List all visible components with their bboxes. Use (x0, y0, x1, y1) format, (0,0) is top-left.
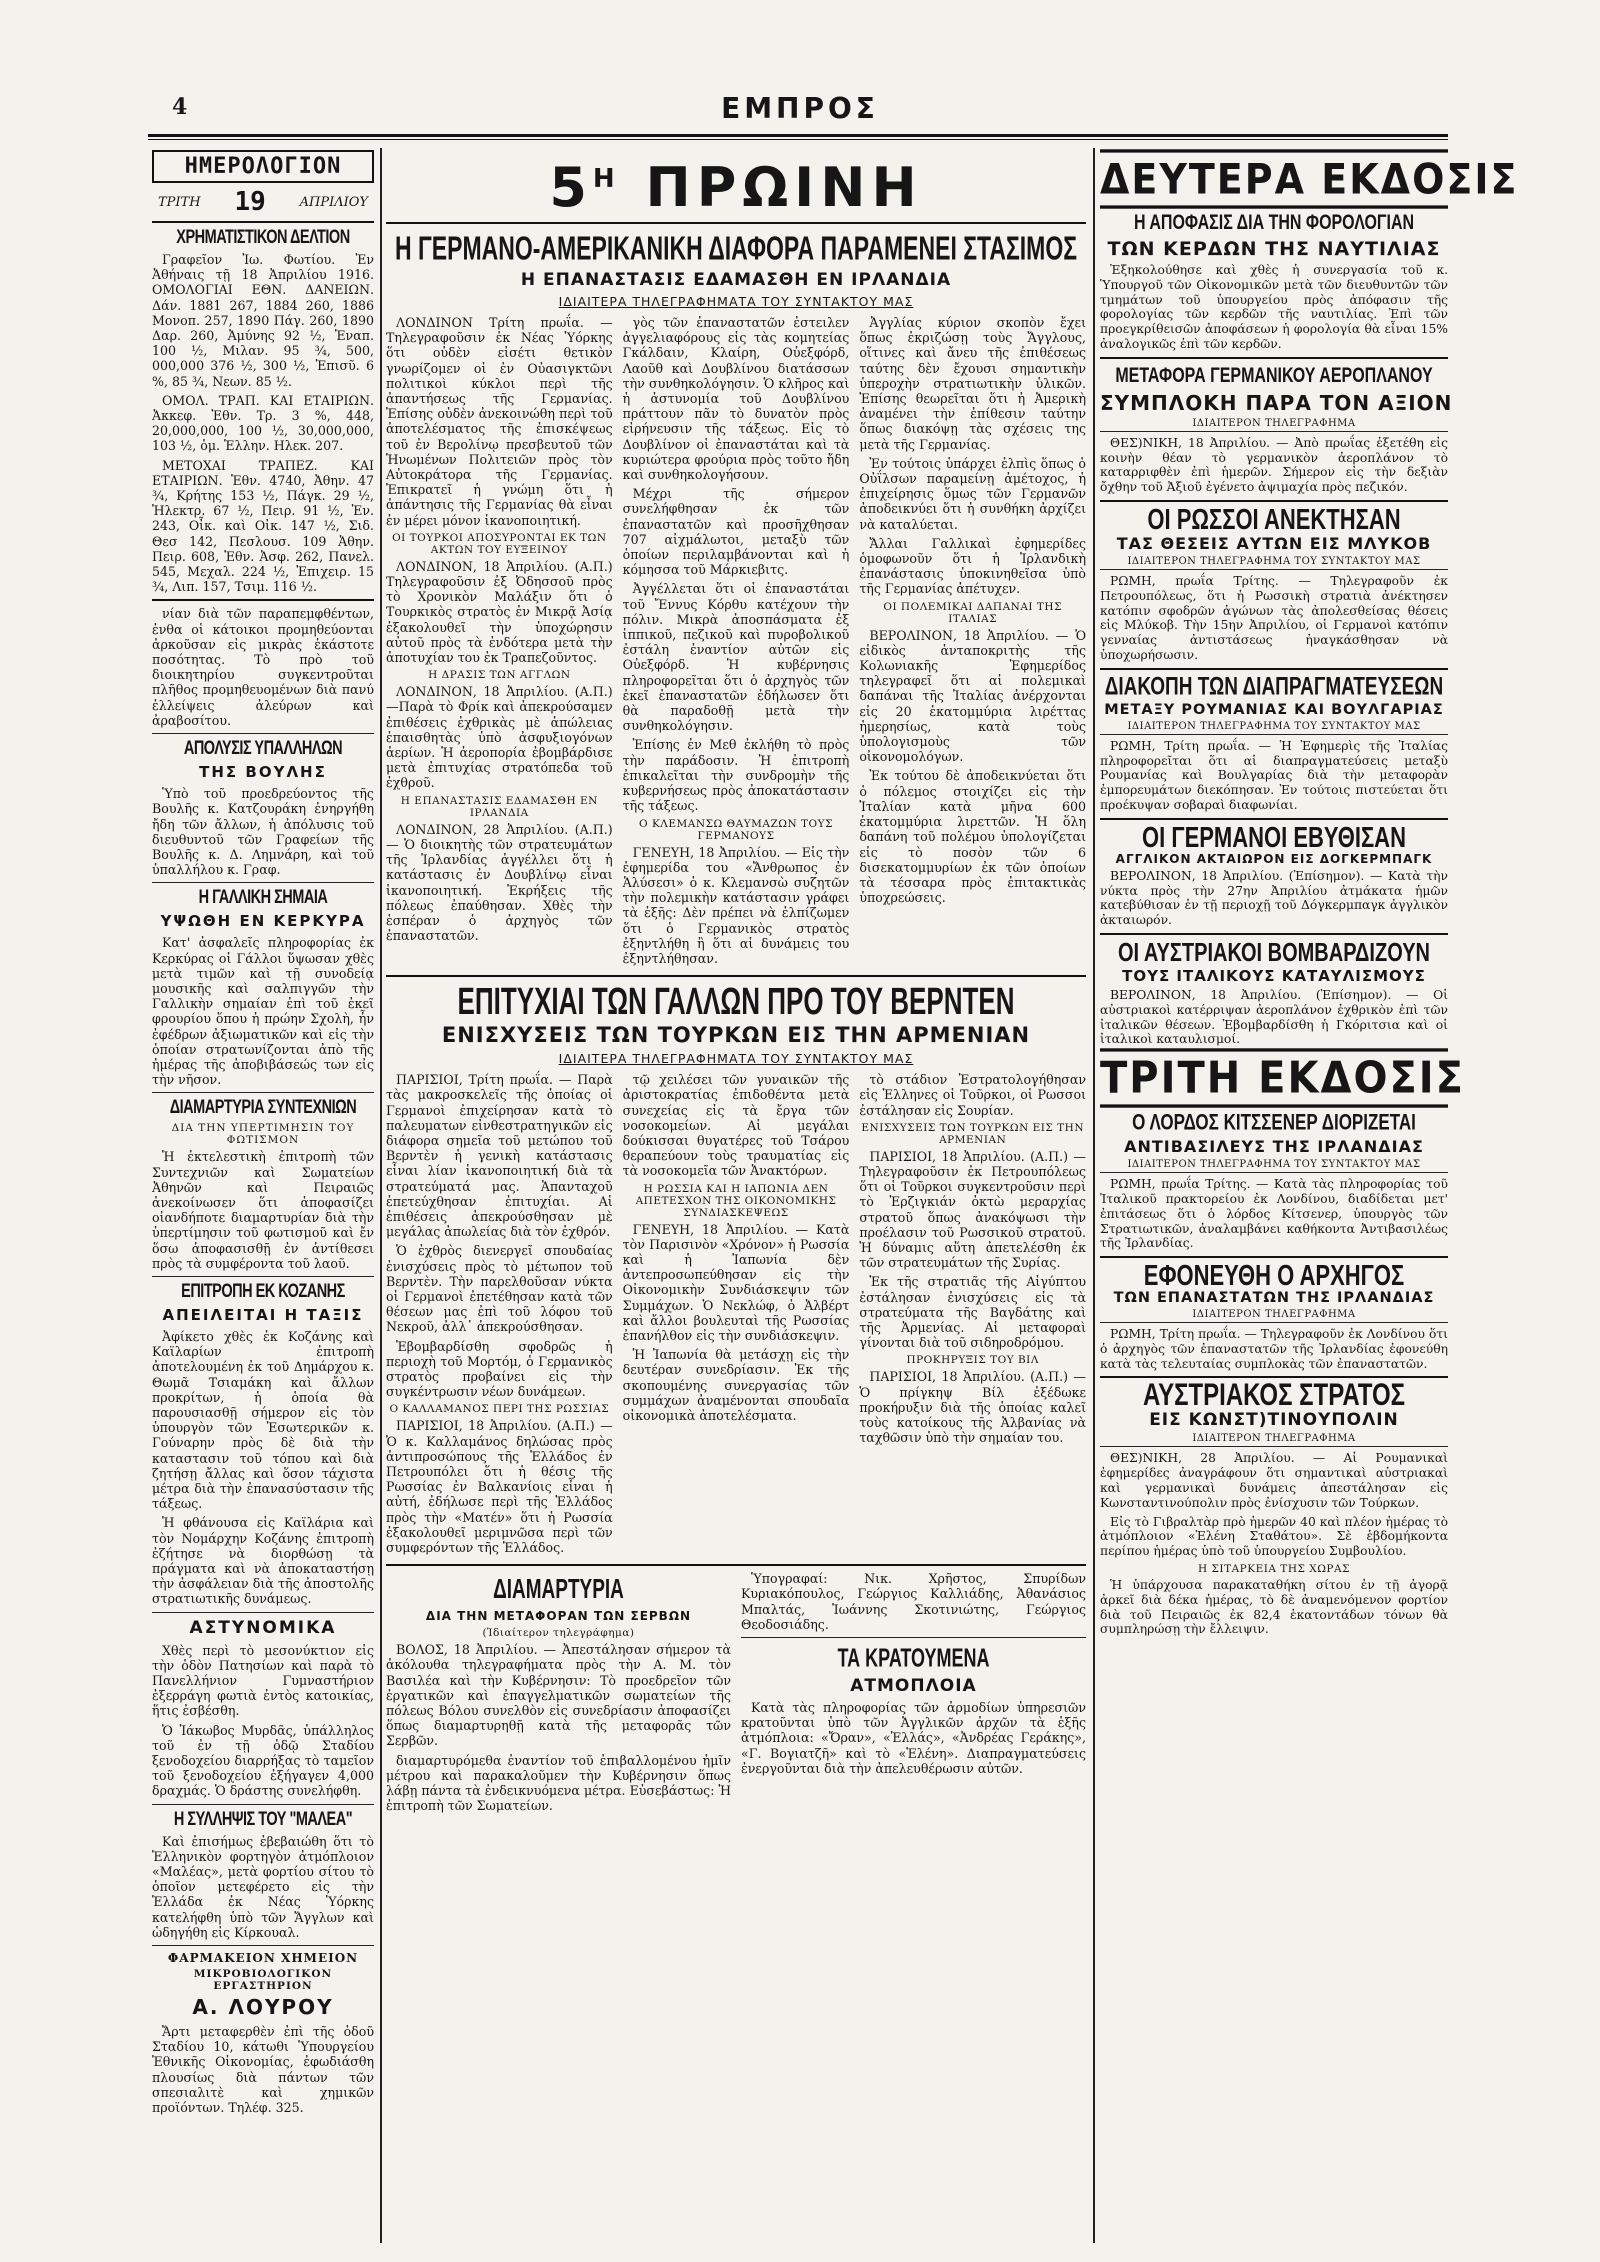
article-subheading: ΤΟΥΣ ΙΤΑΛΙΚΟΥΣ ΚΑΤΑΥΛΙΣΜΟΥΣ (1122, 966, 1426, 985)
column-divider (380, 148, 382, 2243)
article-text: Ὑπὸ τοῦ προεδρεύοντος τῆς Βουλῆς κ. Κατζουράκη ἐνηργήθη ἤδη τῶν ἄλλων, ἡ ἀπόλυσις τοῦ διευθυντοῦ τῶν Γραφείων τῆς Βουλῆς κ. Δ. Λημνάρη, καὶ τοῦ ὑπαλλήλου κ. Γραφ. (152, 786, 374, 878)
article-text: Ἡ ὑπάρχουσα παρακαταθήκη σίτου ἐν τῇ ἀγορᾷ ἀρκεῖ διὰ δέκα ἡμέρας, τὸ δὲ ἀναμενόμενον φορτίον διὰ τοῦ Πειραιῶς ἐκ 82,4 ἑκατοντάδων τόνων θὰ συμπληρώσῃ τὴν ἔλλειψιν. (1100, 1578, 1448, 1637)
article-text: ΠΑΡΙΣΙΟΙ, Τρίτη πρωΐα. — Παρὰ τὰς μακροσκελεῖς τῆς ὁποίας οἱ Γερμανοὶ ἐπιχείρησαν κατὰ τὸ παλευματων εἰνθεστρατηγικῶν εἰς διάφορα σημεῖα τοῦ μετώπου τοῦ Βερντὲν ἡ γενικὴ κατάστασις εἶναι λίαν ἱκανοποιητική διὰ τὰ στρατεύματά μας. Ἁπανταχοῦ ἐπετεύχθησαν ἐπιτυχίαι. Αἱ ἐπιθέσεις ἀπεκρούσθησαν μὲ μεγάλας ἀπωλείας διὰ τὸν ἐχθρόν. (386, 1072, 613, 1240)
diary-month: ΑΠΡΙΛΙΟΥ (299, 194, 368, 210)
second-edition-title: ΔΕΥΤΕΡΑ ΕΚΔΟΣΙΣ (1100, 149, 1448, 208)
section-caption: Ο ΚΑΛΛΑΜΑΝΟΣ ΠΕΡΙ ΤΗΣ ΡΩΣΣΙΑΣ (389, 1403, 610, 1416)
article-text: ΛΟΝΔΙΝΟΝ, 28 Ἀπριλίου. (Α.Π.) — Ὁ διοικητὴς τῶν στρατευμάτων τῆς Ἰρλανδίας ἀγγέλλει ὅτι ἡ κατάστασις ἐν Δουβλίνῳ εἶναι ἱκανοποιητική. Ἐκρήξεις τῆς πόλεως ἐπαύθησαν. Χθὲς τὴν ἑσπέραν ὁ ἀρχηγὸς τῶν ἐπαναστατῶν. (386, 821, 613, 944)
column-divider (1093, 148, 1095, 2243)
headline-secondary: ΕΝΙΣΧΥΣΕΙΣ ΤΩΝ ΤΟΥΡΚΩΝ ΕΙΣ ΤΗΝ ΑΡΜΕΝΙΑΝ (441, 1023, 1031, 1048)
article-heading: ΕΠΙΤΡΟΠΗ ΕΚ ΚΟΖΑΝΗΣ (181, 1280, 345, 1303)
article-text: ΡΩΜΗ, πρωΐα Τρίτης. — Τηλεγραφοῦν ἐκ Πετρουπόλεως, ὅτι ἡ Ρωσσικὴ στρατιὰ ἀνέκτησεν κατόπιν σφοδρῶν ἀγώνων τὰς ἀπολεσθείσας θέσεις εἰς Μλύκοβ. Τὴν 15ην Ἀπριλίου, οἱ Γερμανοὶ κατόπιν γενναίας ἀντιστάσεως ἠναγκάσθησαν νὰ ὑποχωρήσωσιν. (1100, 573, 1448, 662)
third-edition-title: ΤΡΙΤΗ ΕΚΔΟΣΙΣ (1100, 1048, 1448, 1107)
headline-primary: Η ΓΕΡΜΑΝΟ-ΑΜΕΡΙΚΑΝΙΚΗ ΔΙΑΦΟΡΑ ΠΑΡΑΜΕΝΕΙ ΣΤΑΣΙΜΟΣ (394, 229, 1078, 267)
divider (152, 1092, 374, 1093)
article-subheading: ΤΩΝ ΚΕΡΔΩΝ ΤΗΣ ΝΑΥΤΙΛΙΑΣ (1107, 238, 1441, 260)
diary-title: ΗΜΕΡΟΛΟΓΙΟΝ (152, 150, 374, 183)
article-text: ΒΕΡΟΛΙΝΟΝ, 18 Ἀπριλίου. (Ἐπίσημον). — Οἱ αὐστριακοὶ κατέρριψαν ἀεροπλάνον ἐχθρικὸν ἐπὶ τῶν ἰταλικῶν θέσεων. Ἐβομβαρδίσθη ἡ Γκόριτσια καὶ οἱ ἰταλικοὶ καταυλισμοί. (1100, 987, 1448, 1047)
article-text: Ἡ ἐκτελεστικὴ ἐπιτροπὴ τῶν Συντεχνιῶν καὶ Σωματείων Ἀθηνῶν καὶ Πειραιῶς ἀνεκοίνωσεν ὅτι ἀποφασίζει οἰανδήποτε διαμαρτυρίαν διὰ τὴν ὑπερτίμησιν τοῦ φωτισμοῦ καὶ ἔν ὅσω ἀποφασισθῇ ἐν ἀντίθεσει πρὸς τὰ συμφέροντα τοῦ λαοῦ. (152, 1149, 374, 1271)
article-text: ΡΩΜΗ, Τρίτη πρωΐα. — Τηλεγραφοῦν ἐκ Λονδίνου ὅτι ὁ ἀρχηγὸς τῶν ἐπαναστατῶν τῆς Ἰρλανδίας ἐφονεύθη κατὰ τὰς τελευταίας συμπλοκὰς τῶν ἐπαναστατῶν. (1100, 1327, 1448, 1371)
article-column (859, 1072, 1086, 1559)
article-heading: ΑΥΣΤΡΙΑΚΟΣ ΣΤΡΑΤΟΣ (1142, 1378, 1406, 1414)
divider (1100, 933, 1448, 935)
article-heading: ΕΦΟΝΕΥΘΗ Ο ΑΡΧΗΓΟΣ (1143, 1259, 1405, 1292)
article-text: γὸς τῶν ἐπαναστατῶν ἐστειλεν ἀγγελιαφόρους εἰς τὰς κομητείας Γκάλδαιν, Κλαίρη, Οὐεξφόρδ, Λαοῦθ καὶ Δουβλίνου διατάσσων τὴν συνθηκολόγησιν. Ὁ κλῆρος καὶ ἡ ἀστυνομία τοῦ Δουβλίνου πράττουν πᾶν τὸ δυνατὸν πρὸς εἰρήνευσιν τῆς τάξεως. Εἰς τὸ Δουβλίνον οἱ ἐπαναστάται καὶ τὰ κυριώτερα φρούρια πρὸς τοῦτο ἤδη καὶ συνθηκολογήσουν. (622, 315, 850, 483)
article-subheading: ΣΥΜΠΛΟΚΗ ΠΑΡΑ ΤΟΝ ΑΞΙΟΝ (1100, 390, 1453, 415)
article-text: ΒΟΛΟΣ, 18 Ἀπριλίου. — Ἀπεστάλησαν σήμερον τὰ ἀκόλουθα τηλεγραφήματα πρὸς τὴν Α. Μ. τὸν Βασιλέα καὶ τὴν Κυβέρνησιν: Τὸ προεδρεῖον τῶν ἐργατικῶν καὶ ἐπαγγελματικῶν σωματείων τῆς πόλεως Βόλου συνελθὸν εἰς συνεδρίασιν ἀποφασίζει ὅπως διαμαρτυρηθῇ κατὰ τῆς μεταφορᾶς τῶν Σερβῶν. (386, 1642, 731, 1749)
article-column (386, 315, 613, 970)
article-heading: ΤΑ ΚΡΑΤΟΥΜΕΝΑ (837, 1643, 990, 1673)
article-text: Ἐβομβαρδίσθη σφοδρῶς ἡ περιοχὴ τοῦ Μορτόμ, ὁ Γερμανικὸς στρατὸς προβαίνει εἰς τὴν συγκέντρωσιν νέων δυνάμεων. (386, 1338, 613, 1400)
article-text: ΠΑΡΙΣΙΟΙ, 18 Ἀπριλίου. (Α.Π.) — Ὁ κ. Καλλαμάνος δηλώσας πρὸς ἀντιπροσώπους τῆς Ἑλλάδος ἐν Πετρουπόλει ὅτι ἡ θέσις τῆς Ρωσσίας ἐν Βαλκανίοις εἶναι ἡ αὐτή, ἐδήλωσε περὶ τῆς Ἑλλάδος πρὸς τὴν «Ματέν» ὅτι ἡ Ρωσσία ἐξακολουθεῖ μεριμνῶσα περὶ τῶν συμφερόντων τῆς Ἑλλάδος. (386, 1418, 613, 1556)
section-caption: ΕΝΙΣΧΥΣΕΙΣ ΤΩΝ ΤΟΥΡΚΩΝ ΕΙΣ ΤΗΝ ΑΡΜΕΝΙΑΝ (861, 1121, 1085, 1146)
article-heading: Ο ΛΟΡΔΟΣ ΚΙΤΣΣΕΝΕΡ ΔΙΟΡΙΖΕΤΑΙ (1132, 1110, 1416, 1135)
ad-heading: ΦΑΡΜΑΚΕΙΟΝ ΧΗΜΕΙΟΝ (167, 1951, 359, 1966)
edition-word: ΠΡΩΙΝΗ (645, 156, 923, 219)
right-column (1100, 150, 1519, 2240)
headline-tertiary: ΙΔΙΑΙΤΕΡΑ ΤΗΛΕΓΡΑΦΗΜΑΤΑ ΤΟΥ ΣΥΝΤΑΚΤΟΥ ΜΑΣ (558, 294, 914, 309)
article-text: Ὁ Ἰάκωβος Μυρδᾶς, ὑπάλληλος τοῦ ἐν τῇ ὁδῷ Σταδίου ξενοδοχείου διαρρήξας τὸ ταμεῖον τοῦ ξενοδοχείου ἐξήγαγεν 4,000 δραχμάς. Ὁ δράστης συνελήφθη. (152, 1722, 374, 1799)
article-text: ΓΕΝΕΥΗ, 18 Ἀπριλίου. — Κατὰ τὸν Παρισινὸν «Χρόνον» ἡ Ρωσσία καὶ ἡ Ἰαπωνία δὲν ἀντεπροσωπεύθησαν εἰς τὴν Οἰκονομικὴν Συνδιάσκεψιν τῶν Συμμάχων. Ὁ Νεκλώφ, ὁ Ἀλβέρτ καὶ ἄλλοι βουλευταὶ τῆς Ρωσσίας ἐπανήλθον εἰς τὴν συνδιάσκεψιν. (622, 1221, 850, 1343)
section-caption: (Ἰδιαίτερον τηλεγράφημα) (482, 1627, 635, 1640)
article-heading: ΑΠΟΛΥΣΙΣ ΥΠΑΛΛΗΛΩΝ (183, 738, 343, 760)
divider (152, 1612, 374, 1613)
stock-text: ΟΜΟΛ. ΤΡΑΠ. ΚΑΙ ΕΤΑΙΡΙΩΝ. Ἀκκεφ. Ἐθν. Τρ. 3 %, 448, 20,000,000, 100 ½, 30,000,000, 103 ½, ὁμ. Ἑλλην. Ηλεκ. 207. (152, 392, 374, 454)
page-number: 4 (172, 94, 188, 120)
article-subheading: ΥΨΩΘΗ ΕΝ ΚΕΡΚΥΡΑ (160, 912, 366, 931)
divider (1100, 500, 1448, 502)
article-subheading: ΑΠΕΙΛΕΙΤΑΙ Η ΤΑΞΙΣ (162, 1305, 364, 1324)
article-heading: Η ΑΠΟΦΑΣΙΣ ΔΙΑ ΤΗΝ ΦΟΡΟΛΟΓΙΑΝ (1133, 212, 1415, 235)
stock-text: ΜΕΤΟΧΑΙ ΤΡΑΠΕΖ. ΚΑΙ ΕΤΑΙΡΙΩΝ. Ἐθν. 4740, Ἀθην. 47 ¾, Κρήτης 153 ½, Πάγκ. 29 ½, Ἠλεκτρ. 67 ½, Πειρ. 91 ½, Ἐν. 243, Οἶκ. καὶ Οἰκ. 147 ½, Σιδ. Θεσ 142, Πεσλουσ. 109 Ἀθην. Πειρ. 608, Ἐθν. Ἀσφ. 262, Πανελ. 545, Μεχαλ. 224 ½, Ἐπιχειρ. 15 ¾, Λιπ. 157, Τσιμ. 116 ½. (152, 457, 374, 595)
divider (386, 975, 1086, 977)
section-caption: ΠΡΟΚΗΡΥΞΙΣ ΤΟΥ ΒΙΛ (906, 1354, 1039, 1367)
article-text: ΒΕΡΟΛΙΝΟΝ, 18 Ἀπριλίου. (Ἐπίσημον). — Κατὰ τὴν νύκτα πρὸς τὴν 27ην Ἀπριλίου ἀτμάκατα ἡμῶν κατεβύθισαν ἐν τῇ περιοχῇ τοῦ Δόγκερμπαγκ ἀγγλικὸν ἀκταιωρόν. (1100, 868, 1448, 928)
article-text: ΘΕΣ)ΝΙΚΗ, 18 Ἀπριλίου. — Ἀπὸ πρωΐας ἐξετέθη εἰς κοινὴν θέαν τὸ γερμανικὸν ἀεροπλάνον τὸ καταρριφθὲν ἐπὶ ἡμερῶν. Σήμερον εἰς τὴν δεξιὰν ὄχθην τοῦ Ἀξιοῦ ἐγένετο ἀψιμαχία πρὸς πεζικόν. (1100, 435, 1448, 495)
top-rule (148, 134, 1448, 137)
article-text: Ἄλλαι Γαλλικαὶ ἐφημερίδες ὁμοφωνοῦν ὅτι ἡ Ἰρλανδικὴ ἐπανάστασις ὑποκινηθεῖσα ὑπὸ τῆς Γερμανίας ἀπέτυχεν. (859, 535, 1087, 597)
article-text: Ἡ Ἰαπωνία θὰ μετάσχῃ εἰς τὴν δευτέραν συνεδρίασιν. Ἐκ τῆς σκοπουμένης συνεργασίας τῶν συμμάχων ἀναμένονται σπουδαῖα οἰκονομικὰ ἀποτελέσματα. (622, 1347, 850, 1423)
article-columns (386, 1072, 1086, 1559)
divider (152, 882, 374, 883)
headline-tertiary: ΙΔΙΑΙΤΕΡΑ ΤΗΛΕΓΡΑΦΗΜΑΤΑ ΤΟΥ ΣΥΝΤΑΚΤΟΥ ΜΑΣ (558, 1051, 914, 1067)
ad-text: Ἄρτι μεταφερθὲν ἐπὶ τῆς ὁδοῦ Σταδίου 10, κάτωθι Ὑπουργείου Ἐθνικῆς Οἰκονομίας, ἐφωδιάσθη πλουσίως διὰ πάντων τῶν σπεσιαλιτὲ καὶ χημικῶν προϊόντων. Τηλέφ. 325. (152, 2024, 374, 2116)
article-heading: Η ΓΑΛΛΙΚΗ ΣΗΜΑΙΑ (198, 887, 328, 909)
divider (152, 1945, 374, 1946)
section-caption: ΟΙ ΤΟΥΡΚΟΙ ΑΠΟΣΥΡΟΝΤΑΙ ΕΚ ΤΩΝ ΑΚΤΩΝ ΤΟΥ ΕΥΞΕΙΝΟΥ (392, 531, 607, 556)
divider (152, 599, 374, 601)
article-column (386, 1072, 613, 1559)
article-text: Ἐν τούτοις ὑπάρχει ἐλπὶς ὅπως ὁ Οὐΐλσων παραμείνῃ ἀμέτοχος, ἡ ἐπιχείρησις ὅμως τῶν Γερμανῶν ἀποδεικνύει ὅτι ἡ συνθήκη ἀρχίζει νὰ καταλύεται. (859, 455, 1087, 532)
article-text: Ἐκ τούτου δὲ ἀποδεικνύεται ὅτι ὁ πόλεμος στοιχίζει εἰς τὴν Ἰταλίαν κατὰ μῆνα 600 ἑκατομμύρια λιρεττῶν. Ἡ ὅλη δαπάνη τοῦ πολέμου ὑπολογίζεται εἰς τὸ ποσὸν τῶν 6 δισεκατομμυρίων ἐκ τῶν ὁποίων τὰ τέσσαρα πρὸς ἐπιτακτικὰς ὑποχρεώσεις. (859, 768, 1087, 906)
left-column (152, 150, 374, 2240)
article-text: Ἐξηκολούθησε καὶ χθὲς ἡ συνεργασία τοῦ κ. Ὑπουργοῦ τῶν Οἰκονομικῶν μετὰ τῶν διευθυντῶν τῶν τμημάτων τοῦ ὑπουργείου πρὸς ἀπόφασιν τῆς φορολογίας τῶν κερδῶν τῆς ναυτιλίας. Ἐπὶ τῶν προεγκρίθεισῶν ἀποφάσεων ἡ φορολογία θὰ εἶναι 15% ἀναλογικῶς ἐπὶ τῶν κερδῶν. (1100, 263, 1448, 351)
section-caption: Η ΔΡΑΣΙΣ ΤΩΝ ΑΓΓΛΩΝ (428, 669, 571, 682)
section-caption: Η ΣΙΤΑΡΚΕΙΑ ΤΗΣ ΧΩΡΑΣ (1198, 1563, 1350, 1576)
divider (1100, 1256, 1448, 1258)
article-text: Κατὰ τὰς πληροφορίας τῶν ἀρμοδίων ὑπηρεσιῶν κρατοῦνται ὑπὸ τῶν Ἀγγλικῶν ἀρχῶν τὰ ἑξῆς ἀτμόπλοια: «Ὄραν», «Ἐλλάς», «Ἀνδρέας Γεράκης», «Γ. Βογιατζῆ» καὶ τὸ «Ἑλένη». Διαπραγματεύσεις ἐνεργοῦνται διὰ τὴν ἀπελευθέρωσιν αὐτῶν. (741, 1700, 1086, 1776)
telegram-caption: ΙΔΙΑΙΤΕΡΟΝ ΤΗΛΕΓΡΑΦΗΜΑ (1100, 1433, 1448, 1447)
article-subheading: ΑΓΓΛΙΚΟΝ ΑΚΤΑΙΩΡΟΝ ΕΙΣ ΔΟΓΚΕΡΜΠΑΓΚ (1115, 851, 1433, 866)
article-subheading: ΕΙΣ ΚΩΝΣΤ)ΤΙΝΟΥΠΟΛΙΝ (1149, 1410, 1399, 1431)
telegram-caption: ΙΔΙΑΙΤΕΡΟΝ ΤΗΛΕΓΡΑΦΗΜΑ ΤΟΥ ΣΥΝΤΑΚΤΟΥ ΜΑΣ (1100, 721, 1448, 735)
article-text: ΛΟΝΔΙΝΟΝ, 18 Ἀπριλίου. (Α.Π.)—Παρὰ τὸ Φρίκ καὶ ἀπεκρούσαμεν ἐπιθέσεις ἐχθρικὰς μὲ ἀπώλειας ἐπαισθητὰς ὑπὸ ἀσφυξιογόνων ἀερίων. Ἡ ἀεροπορία ἐβομβάρδισε μετὰ ἐπιτυχίας στρατόπεδα τοῦ ἐχθροῦ. (386, 684, 613, 791)
section-caption: ΟΙ ΠΟΛΕΜΙΚΑΙ ΔΑΠΑΝΑΙ ΤΗΣ ΙΤΑΛΙΑΣ (883, 600, 1063, 625)
article-heading: ΟΙ ΓΕΡΜΑΝΟΙ ΕΒΥΘΙΣΑΝ (1142, 820, 1406, 854)
article-column (623, 1072, 850, 1559)
article-text: ΘΕΣ)ΝΙΚΗ, 28 Ἀπριλίου. — Αἱ Ρουμανικαὶ ἐφημερίδες ἀναγράφουν ὅτι σημαντικαὶ αὐστριακαὶ καὶ γερμανικαὶ δυνάμεις ἀπεστάλησαν εἰς Κωνσταντινούπολιν πρὸς ἐνίσχυσιν τῶν Τούρκων. (1100, 1451, 1448, 1510)
telegram-caption: ΙΔΙΑΙΤΕΡΟΝ ΤΗΛΕΓΡΑΦΗΜΑ (1100, 418, 1448, 432)
article-subheading: ΜΕΤΑΞΥ ΡΟΥΜΑΝΙΑΣ ΚΑΙ ΒΟΥΛΓΑΡΙΑΣ (1104, 701, 1444, 718)
article-text: τὸ στάδιον Ἐστρατολογήθησαν εἰς Ἑλληνες οἱ Τοῦρκοι, οἱ Ρωσσοι ἐστάλησαν εἰς Σουρίαν. (859, 1072, 1087, 1118)
main-column (386, 150, 1086, 2240)
ad-name: Α. ΛΟΥΡΟΥ (192, 1995, 334, 2020)
section-caption: Η ΕΠΑΝΑΣΤΑΣΙΣ ΕΔΑΜΑΣΘΗ ΕΝ ΙΡΛΑΝΔΙΑ (400, 794, 598, 819)
section-caption: Η ΡΩΣΣΙΑ ΚΑΙ Η ΙΑΠΩΝΙΑ ΔΕΝ ΑΠΕΤΕΣΧΟΝ ΤΗΣ ΟΙΚΟΝΟΜΙΚΗΣ ΣΥΝΔΙΑΣΚΕΨΕΩΣ (635, 1182, 837, 1219)
telegram-caption: ΙΔΙΑΙΤΕΡΟΝ ΤΗΛΕΓΡΑΦΗΜΑ ΤΟΥ ΣΥΝΤΑΚΤΟΥ ΜΑΣ (1100, 1159, 1448, 1173)
article-heading: ΟΙ ΑΥΣΤΡΙΑΚΟΙ ΒΟΜΒΑΡΔΙΖΟΥΝ (1118, 938, 1430, 968)
protest-article (386, 1571, 731, 1817)
article-heading: ΟΙ ΡΩΣΣΟΙ ΑΝΕΚΤΗΣΑΝ (1147, 503, 1401, 536)
article-subheading: ΤΩΝ ΕΠΑΝΑΣΤΑΤΩΝ ΤΗΣ ΙΡΛΑΝΔΙΑΣ (1113, 1290, 1435, 1307)
article-text: Χθὲς περὶ τὸ μεσονύκτιον εἰς τὴν ὁδὸν Πατησίων καὶ παρὰ τὸ Πανελλήνιον Γυμναστήριον ἐξερράγη φωτιὰ ἐντὸς κατοικίας, ἥτις ἐσβέσθη. (152, 1642, 374, 1719)
article-text: Μέχρι τῆς σήμερον συνελήφθησαν ἐκ τῶν ἐπαναστατῶν καὶ προσῆχθησαν 707 αἰχμάλωτοι, μεταξὺ τῶν ὁποίων περιλαμβάνονται καὶ ἡ κόμησσα τοῦ Μάρκιεβιτς. (622, 486, 850, 578)
edition-suffix: Η (592, 164, 621, 194)
divider (152, 733, 374, 734)
article-subheading: ΤΗΣ ΒΟΥΛΗΣ (199, 763, 327, 782)
article-text: Εἰς τὸ Γιβραλτὰρ πρὸ ἡμερῶν 40 καὶ πλέον ἡμέρας τὸ ἀτμόπλοιον «Ἑλένη Σταθάτου». Σὲ ἑβδομήκοντα περίπου ἡμέρας ὑπὸ τοῦ ὑπουργείου Συμβουλίου. (1100, 1514, 1448, 1559)
article-column (623, 315, 850, 970)
diary-day: ΤΡΙΤΗ (158, 194, 201, 210)
ad-subheading: ΜΙΚΡΟΒΙΟΛΟΓΙΚΟΝ ΕΡΓΑΣΤΗΡΙΟΝ (193, 1968, 333, 1993)
article-heading: Η ΣΥΛΛΗΨΙΣ ΤΟΥ "ΜΑΛΕΑ" (173, 1808, 353, 1831)
article-text: νίαν διὰ τῶν παραπεμφθέντων, ἐνθα οἱ κάτοικοι προμηθεύονται ἀρκοῦσαν εἰς μικρὰς ἑκάστοτε ποσότητας. Τὸ πρὸ τοῦ διοικητηρίου συγκεντροῦται πλῆθος προμηθευομένων διὰ πανύ ἐλλείψεις ἀλεύρων καὶ ἀραβοσίτου. (152, 606, 374, 728)
article-subheading: ΑΝΤΙΒΑΣΙΛΕΥΣ ΤΗΣ ΙΡΛΑΝΔΙΑΣ (1124, 1137, 1424, 1157)
article-text: Ὁ ἐχθρὸς διενεργεῖ σπουδαίας ἐνισχύσεις πρὸς τὸ μέτωπον τοῦ Βερντὲν. Τὴν παρελθοῦσαν νύκτα οἱ Γερμανοὶ ἐπετέθησαν κατὰ τῶν θέσεων μας ἐπὶ τοῦ λόφου τοῦ Νεκροῦ, ἀλλ᾽ ἀπεκρούσθησαν. (386, 1243, 613, 1335)
article-subheading: ΑΤΜΟΠΛΟΙΑ (850, 1676, 977, 1697)
diary-date-number: 19 (234, 187, 266, 217)
stock-text: Γραφεῖον Ἰω. Φωτίου. Ἐν Ἀθήναις τῇ 18 Ἀπριλίου 1916. ΟΜΟΛΟΓΙΑΙ ΕΘΝ. ΔΑΝΕΙΩΝ. Δάν. 1881 267, 1884 260, 1886 Μονοπ. 257, 1890 Πάγ. 260, 1890 Δαρ. 260, Ἀμύνης 92 ½, Ἐναπ. 100 ½, Μιλαν. 95 ¾, 500, 000,000 376 ½, 300 ½, Ἐπισῦ. 6 %, 85 ¾, Νεων. 85 ½. (152, 252, 374, 389)
telegram-caption: ΙΔΙΑΙΤΕΡΟΝ ΤΗΛΕΓΡΑΦΗΜΑ ΤΟΥ ΣΥΝΤΑΚΤΟΥ ΜΑΣ (1100, 556, 1448, 570)
article-text: ΠΑΡΙΣΙΟΙ, 18 Ἀπριλίου. (Α.Π.) — Ὁ πρίγκηψ Βίλ ἐξέδωκε προκήρυξιν διὰ τῆς ὁποίας καλεῖ τοὺς κατοίκους τῆς Ἀλβανίας νὰ ταχθῶσιν ὑπὸ τὴν σημαίαν του. (859, 1369, 1087, 1446)
ships-article (741, 1571, 1086, 1817)
article-text: ΒΕΡΟΛΙΝΟΝ, 18 Ἀπριλίου. — Ὁ εἰδικὸς ἀνταποκριτὴς τῆς Κολωνιακῆς Ἐφημερίδος τηλεγραφεῖ ὅτι αἱ πολεμικαὶ δαπάναι τῆς Ἰταλίας ἀνέρχονται εἰς 20 ἑκατομμύρια λιρέττας ἡμερησίως, κατὰ τοὺς ὑπολογισμοὺς τῶν οἰκονομολόγων. (859, 627, 1087, 765)
article-text: Κατ' ἀσφαλεῖς πληροφορίας ἐκ Κερκύρας οἱ Γάλλοι ὕψωσαν χθὲς μετὰ τιμῶν καὶ τῇ συνοδείᾳ μουσικῆς καὶ σαλπιγγῶν τὴν Γαλλικὴν σημαίαν ἐπὶ τοῦ ἐκεῖ φρουρίου ὅπου ἡ πρώην Σχολὴ, ἦν ἐφέδρων ἀξιωματικῶν καὶ εἰς τὴν ὁποίαν στρατωνίζονται ἀπὸ τῆς ἡμέρας τῆς ἀποβιβάσεώς των εἰς τὴν νῆσον. (152, 935, 374, 1088)
article-text: τῷ χειλέσει τῶν γυναικῶν τῆς ἀριστοκρατίας ἐπιδοθέντα μετὰ συνεχείας εἰς τὰ ἔργα τῶν νοσοκομείων. Αἱ μεγάλαι δούκισσαι θυγατέρες τοῦ Τσάρου θεραπεύουν τοὺς τραυματίας εἰς τὰ νοσοκομεῖα τῶν Ἀνακτόρων. (622, 1072, 850, 1179)
article-text: Ἐκ τῆς στρατιᾶς τῆς Αἰγύπτου ἐστάλησαν ἐνισχύσεις εἰς τὰ στρατεύματα τῆς Βαγδάτης καὶ τῆς Ἀρμενίας. Αἱ μεταφοραὶ γίνονται διὰ τοῦ σιδηροδρόμου. (859, 1274, 1087, 1351)
headline-secondary: Η ΕΠΑΝΑΣΤΑΣΙΣ ΕΔΑΜΑΣΘΗ ΕΝ ΙΡΛΑΝΔΙΑ (520, 270, 952, 290)
edition-title (386, 150, 1086, 217)
divider (741, 1637, 1086, 1638)
article-heading: ΜΕΤΑΦΟΡΑ ΓΕΡΜΑΝΙΚΟΥ ΑΕΡΟΠΛΑΝΟΥ (1115, 365, 1433, 388)
article-columns (386, 315, 1086, 970)
article-subheading: ΔΙΑ ΤΗΝ ΥΠΕΡΤΙΜΗΣΙΝ ΤΟΥ ΦΩΤΙΣΜΟΝ (171, 1122, 355, 1147)
telegram-caption: ΙΔΙΑΙΤΕΡΟΝ ΤΗΛΕΓΡΑΦΗΜΑ (1100, 1309, 1448, 1323)
article-text: Ἀγγέλλεται ὅτι οἱ ἐπαναστάται τοῦ Ἔννυς Κόρθυ κατέχουν τὴν πόλιν. Μικρὰ ἀποσπάσματα ἐξ ἱππικοῦ, πεζικοῦ καὶ πυροβολικοῦ ἐστάλη ἐναντίον αὐτῶν εἰς Οὐεξφόρδ. Ἡ κυβέρνησις πληροφορεῖται ὅτι ὁ ἀρχηγὸς τῶν ἐκεῖ ἐπαναστατῶν ἐδήλωσεν ὅτι θὰ παραδοθῇ μετὰ τὴν συνθηκολόγησιν. (622, 581, 850, 734)
stock-heading: ΧΡΗΜΑΤΙΣΤΙΚΟΝ ΔΕΛΤΙΟΝ (176, 227, 350, 249)
masthead: ΕΜΠΡΟΣ (721, 92, 879, 125)
article-heading: ΔΙΑΚΟΠΗ ΤΩΝ ΔΙΑΠΡΑΓΜΑΤΕΥΣΕΩΝ (1104, 673, 1444, 701)
divider (1100, 668, 1448, 670)
divider (386, 1564, 1086, 1566)
article-text: ΓΕΝΕΥΗ, 18 Ἀπριλίου. — Εἰς τὴν ἐφημερίδα του «Ἄνθρωπος ἐν Ἁλύσεσι» ὁ κ. Κλεμανσὼ συζητῶν τὴν πολεμικὴν κατάστασιν γράφει τὰ ἑξῆς: Δὲν πρέπει νὰ ἐλπίζωμεν ὅτι ὁ Γερμανικὸς στρατὸς ἐξηντλήθη ἢ ὅτι αἱ δυνάμεις του ἐξηντλήθησαν. (622, 844, 850, 966)
article-text: Ὑπογραφαί: Νικ. Χρῆστος, Σπυρίδων Κυριακόπουλος, Γεώργιος Καλλιάδης, Ἀθανάσιος Μπαλτάς, Ἰωάννης Σκοτινιώτης, Γεώργιος Θεοδοσιάδης. (741, 1571, 1086, 1632)
article-text: ΛΟΝΔΙΝΟΝ, 18 Ἀπριλίου. (Α.Π.) Τηλεγραφοῦσιν ἐξ Ὀδησσοῦ πρὸς τὸ Χρονικὸν Μαλάξιν ὅτι ὁ Τουρκικὸς στρατὸς ἐν Μικρᾷ Ἀσίᾳ ἐξακολουθεῖ τὴν ὑποχώρησιν αὐτοῦ πρὸς τὰ ἐνδότερα μετὰ τὴν ἀποτυχίαν του ἐκ Τραπεζοῦντος. (386, 558, 613, 666)
section-caption: Ο ΚΛΕΜΑΝΣΩ ΘΑΥΜΑΖΩΝ ΤΟΥΣ ΓΕΡΜΑΝΟΥΣ (639, 817, 833, 842)
article-text: Ἐπίσης ἐν Μεθ ἐκλήθη τὸ πρὸς τὴν παράδοσιν. Ἡ ἐπιτροπὴ ἐπικαλεῖται τὴν συνδρομὴν τῆς κυβερνήσεως πρὸς ἀποκατάστασιν τῆς τάξεως. (622, 737, 850, 814)
article-column (859, 315, 1086, 970)
article-heading: ΔΙΑΜΑΡΤΥΡΙΑ ΣΥΝΤΕΧΝΙΩΝ (169, 1097, 357, 1119)
article-subheading: ΔΙΑ ΤΗΝ ΜΕΤΑΦΟΡΑΝ ΤΩΝ ΣΕΡΒΩΝ (425, 1609, 692, 1624)
article-text: Καὶ ἐπισήμως ἐβεβαιώθη ὅτι τὸ Ἑλληνικὸν φορτηγὸν ἀτμόπλοιον «Μαλέας», μετὰ φορτίου σίτου τὸ ὁποῖον μετεφέρετο εἰς τὴν Ἑλλάδα ἐκ Νέας Ὑόρκης κατελήφθη ὑπὸ τῶν Ἄγγλων καὶ ὡδηγήθη εἰς Κίρκουαλ. (152, 1833, 374, 1940)
article-text: Ἀγγλίας κύριον σκοπὸν ἔχει ὅπως ἐκριζώσῃ τοὺς Ἄγγλους, οἵτινες καὶ ἄνευ τῆς ἐπιθέσεως ταύτης δὲν ἔχουσι σημαντικὴν ὑπεροχὴν στρατιωτικὴν ὑλικῶν. Ἐπίσης θεωρεῖται ὅτι ἡ Ἀμερικὴ ἀναμένει τὴν ἐπίθεσιν ταύτην ὅπως διακόψῃ τὰς σχέσεις της μετὰ τῆς Γερμανίας. (859, 315, 1087, 452)
headline-primary: ΕΠΙΤΥΧΙΑΙ ΤΩΝ ΓΑΛΛΩΝ ΠΡΟ ΤΟΥ ΒΕΡΝΤΕΝ (457, 979, 1015, 1023)
article-text: ΡΩΜΗ, πρωΐα Τρίτης. — Κατὰ τὰς πληροφορίας τοῦ Ἰταλικοῦ πρακτορείου ἐκ Λονδίνου, διαδίδεται μετ' ἐπιτάσεως ὅτι ὁ λόρδος Κίτσενερ, ὑπουργὸς τῶν Στρατιωτικῶν, ἀναλαμβάνει καθήκοντα Ἀντιβασιλέως τῆς Ἰρλανδίας. (1100, 1177, 1448, 1251)
lower-band (386, 1571, 1086, 1817)
article-text: Ἀφίκετο χθὲς ἐκ Κοζάνης καὶ Καϊλαρίων ἐπιτροπὴ ἀποτελουμένη ἐκ τοῦ Δημάρχου κ. Θωμᾶ Τσιαμάκη καὶ ἄλλων προκρίτων, ἡ ὁποία θὰ παρουσιασθῇ σήμερον εἰς τὸν ὑπουργὸν τῶν Ἐσωτερικῶν κ. Γούναρην πρὸς δὲ διὰ τὴν καταστασιν τοῦ τόπου καὶ διὰ ζητήσῃ ἄλλας καὶ ὅσον τάχιστα μέτρα διὰ τὴν ἐπανασύστασιν τῆς τάξεως. (152, 1328, 374, 1512)
article-text: Ἡ φθάνουσα εἰς Καϊλάρια καὶ τὸν Νομάρχην Κοζάνης ἐπιτροπὴ ἐζήτησε νὰ διορθώσῃ τὰ πράγματα καὶ νὰ ἀποκαταστήσῃ τὴν ἀσφάλειαν διὰ τῆς ἀποστολῆς στρατιωτικῆς δυνάμεως. (152, 1515, 374, 1607)
diary-date (152, 187, 374, 223)
divider (1100, 818, 1448, 820)
edition-number: 5 (549, 156, 593, 219)
divider (386, 222, 1086, 224)
top-rule-thin (148, 139, 1448, 140)
divider (1100, 357, 1448, 359)
article-heading: ΑΣΤΥΝΟΜΙΚΑ (189, 1617, 337, 1638)
article-text: ΡΩΜΗ, Τρίτη πρωΐα. — Ἡ Ἐφημερὶς τῆς Ἰταλίας πληροφορεῖται ὅτι αἱ διαπραγματεύσεις μεταξὺ Ρουμανίας καὶ Βουλγαρίας διὰ τὴν μεταφορὰν ἐμπορευμάτων διεκόπησαν. Ἐν τούτοις πιστεύεται ὅτι προέκυψαν σοβαραὶ διαφωνίαι. (1100, 738, 1448, 812)
divider (152, 1804, 374, 1805)
article-subheading: ΤΑΣ ΘΕΣΕΙΣ ΑΥΤΩΝ ΕΙΣ ΜΛΥΚΟΒ (1116, 533, 1432, 553)
article-text: ΠΑΡΙΣΙΟΙ, 18 Ἀπριλίου. (Α.Π.) — Τηλεγραφοῦσιν ἐκ Πετρουπόλεως ὅτι οἱ Τοῦρκοι συγκεντροῦσιν περὶ τὸ Ἐρζιγκιάν ὀκτὼ μεραρχίας στρατοῦ ὅπως ἀνακόψωσι τὴν προέλασιν τοῦ Ρωσσικοῦ στρατοῦ. Ἡ δύναμις αὕτη ἀπετελέσθη ἐκ τῶν στρατευμάτων τῆς Συρίας. (859, 1148, 1087, 1271)
article-text: ΛΟΝΔΙΝΟΝ Τρίτη πρωΐα. — Τηλεγραφοῦσιν ἐκ Νέας Ὑόρκης ὅτι οὐδὲν εἰσέτι θετικὸν γνωρίζομεν οἱ ἐν Οὐασιγκτῶνι πολιτικοὶ κύκλοι περὶ τῆς ἀπαντήσεως τῆς Γερμανίας. Ἐπίσης οὐδὲν ἀνεκοινώθη περὶ τοῦ ἀποτελέσματος τῆς ἐπισκέψεως τοῦ ἐν Βερολίνῳ πρεσβευτοῦ τῶν Ἡνωμένων Πολιτειῶν πρὸς τὸν Αὐτοκράτορα τῆς Γερμανίας. Ἐπικρατεῖ ἡ γνώμη ὅτι ἡ ἀπάντησις τῆς Γερμανίας θὰ εἶναι ἐν μέρει μόνον ἱκανοποιητική. (386, 315, 613, 528)
article-text: διαμαρτυρόμεθα ἐναντίον τοῦ ἐπιβαλλομένου ἡμῖν μέτρου καὶ παρακαλοῦμεν τὴν Κυβέρνησιν ὅπως λάβῃ πάντα τὰ ἐνδεικνυόμενα μέτρα. Εὐσεβάστως: Ἡ ἐπιτροπὴ τῶν Σωματείων. (386, 1752, 731, 1814)
article-heading: ΔΙΑΜΑΡΤΥΡΙΑ (493, 1575, 624, 1606)
divider (152, 1276, 374, 1277)
